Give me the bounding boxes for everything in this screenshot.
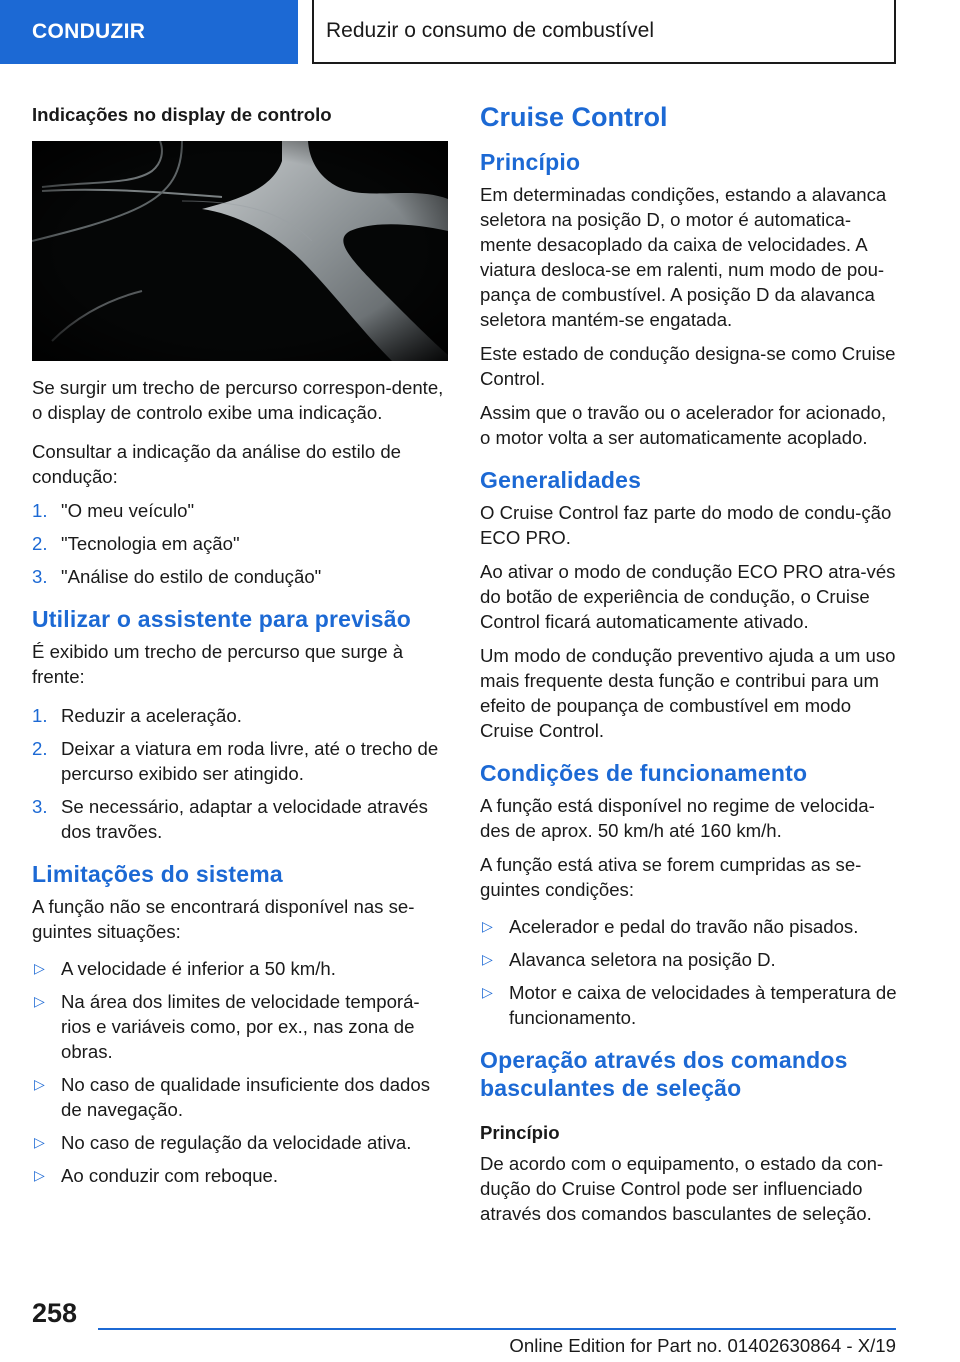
conditions-heading: Condições de funcionamento — [480, 760, 808, 786]
assistant-steps-list — [32, 703, 448, 844]
principle-paragraph-3: Assim que o travão ou o acelerador for acionado, o motor volta a ser automaticamente acoplado. — [480, 402, 887, 448]
limitations-heading: Limitações do sistema — [32, 861, 283, 887]
list-item — [480, 980, 898, 1030]
list-item-text: Na área dos limites de velocidade temporá-rios e variáveis como, por ex., nas zona de obras. — [61, 991, 420, 1062]
general-paragraph-2: Ao ativar o modo de condução ECO PRO atra-vés do botão de experiência de condução, o Cruise Control ficará automaticamente ativado. — [480, 561, 896, 632]
triangle-bullet-icon: ▷ — [34, 1167, 45, 1183]
principle-paragraph-1: Em determinadas condições, estando a alavanca seletora na posição D, o motor é automatica-mente desacoplado da caixa de velocidades. A viatura desloca-se em ralenti, num modo de pou-pança de combustível. A posição D da alavanca seletora mantém-se engatada. — [480, 184, 887, 330]
list-item-text: "O meu veículo" — [61, 500, 195, 521]
list-item — [32, 703, 448, 728]
assistant-paragraph: É exibido um trecho de percurso que surge à frente: — [32, 641, 404, 687]
intro-paragraph: Se surgir um trecho de percurso correspon-dente, o display de controlo exibe uma indicação. — [32, 377, 444, 423]
list-item-text: Alavanca seletora na posição D. — [509, 949, 776, 970]
left-column — [32, 100, 448, 1198]
triangle-bullet-icon: ▷ — [482, 984, 493, 1000]
list-item — [480, 947, 898, 972]
road-display-graphic-icon — [32, 141, 448, 361]
conditions-paragraph-1: A função está disponível no regime de velocida-des de aprox. 50 km/h até 160 km/h. — [480, 795, 875, 841]
list-item-text: Motor e caixa de velocidades à temperatura de funcionamento. — [509, 982, 897, 1028]
list-item-text: Deixar a viatura em roda livre, até o trecho de percurso exibido ser atingido. — [61, 738, 439, 784]
list-number: 2. — [32, 738, 48, 759]
operation-paragraph: De acordo com o equipamento, o estado da con-dução do Cruise Control pode ser influenciado através dos comandos basculantes de seleção. — [480, 1153, 884, 1224]
general-paragraph-1: O Cruise Control faz parte do modo de condu-ção ECO PRO. — [480, 502, 892, 548]
section-tab: CONDUZIR — [0, 0, 298, 64]
list-item-text: A velocidade é inferior a 50 km/h. — [61, 958, 336, 979]
menu-path-list — [32, 498, 448, 589]
operation-principle-heading: Princípio — [480, 1122, 560, 1143]
list-item-text: Reduzir a aceleração. — [61, 705, 242, 726]
list-item — [480, 914, 898, 939]
principle-paragraph-2: Este estado de condução designa-se como Cruise Control. — [480, 343, 896, 389]
footer-edition: Online Edition for Part no. 01402630864 - X/19 — [509, 1335, 896, 1356]
list-item — [32, 1072, 448, 1122]
page-number: 258 — [32, 1298, 78, 1328]
triangle-bullet-icon: ▷ — [34, 993, 45, 1009]
operation-heading: Operação através dos comandos basculantes de seleção — [480, 1047, 848, 1101]
triangle-bullet-icon: ▷ — [482, 918, 493, 934]
triangle-bullet-icon: ▷ — [34, 960, 45, 976]
list-number: 3. — [32, 796, 48, 817]
consult-paragraph: Consultar a indicação da análise do estilo de condução: — [32, 441, 402, 487]
list-item — [32, 1163, 448, 1188]
list-item — [32, 564, 448, 589]
list-item-text: "Análise do estilo de condução" — [61, 566, 322, 587]
list-item — [32, 989, 448, 1064]
list-item — [32, 736, 448, 786]
list-item — [32, 956, 448, 981]
list-item — [32, 794, 448, 844]
footer-divider — [98, 1328, 896, 1330]
list-item-text: Acelerador e pedal do travão não pisados. — [509, 916, 859, 937]
list-number: 3. — [32, 566, 48, 587]
triangle-bullet-icon: ▷ — [34, 1134, 45, 1150]
triangle-bullet-icon: ▷ — [34, 1076, 45, 1092]
triangle-bullet-icon: ▷ — [482, 951, 493, 967]
display-indications-heading: Indicações no display de controlo — [32, 104, 332, 125]
list-number: 1. — [32, 500, 48, 521]
list-number: 1. — [32, 705, 48, 726]
cruise-control-title: Cruise Control — [480, 102, 668, 132]
assistant-heading: Utilizar o assistente para previsão — [32, 606, 411, 632]
limitations-paragraph: A função não se encontrará disponível nas se-guintes situações: — [32, 896, 415, 942]
list-item-text: No caso de qualidade insuficiente dos dados de navegação. — [61, 1074, 431, 1120]
list-item — [32, 1130, 448, 1155]
list-item — [32, 531, 448, 556]
conditions-list — [480, 914, 898, 1030]
list-number: 2. — [32, 533, 48, 554]
general-paragraph-3: Um modo de condução preventivo ajuda a um uso mais frequente desta função e contribui para um efeito de poupança de combustível em modo Cruise Control. — [480, 645, 896, 741]
list-item-text: "Tecnologia em ação" — [61, 533, 240, 554]
conditions-paragraph-2: A função está ativa se forem cumpridas as se-guintes condições: — [480, 854, 862, 900]
list-item-text: Se necessário, adaptar a velocidade através dos travões. — [61, 796, 428, 842]
page-header-title: Reduzir o consumo de combustível — [312, 0, 896, 64]
list-item — [32, 498, 448, 523]
general-heading: Generalidades — [480, 467, 642, 493]
limitations-list — [32, 956, 448, 1188]
right-column — [480, 100, 898, 1235]
list-item-text: Ao conduzir com reboque. — [61, 1165, 279, 1186]
list-item-text: No caso de regulação da velocidade ativa. — [61, 1132, 412, 1153]
principle-heading: Princípio — [480, 149, 581, 175]
